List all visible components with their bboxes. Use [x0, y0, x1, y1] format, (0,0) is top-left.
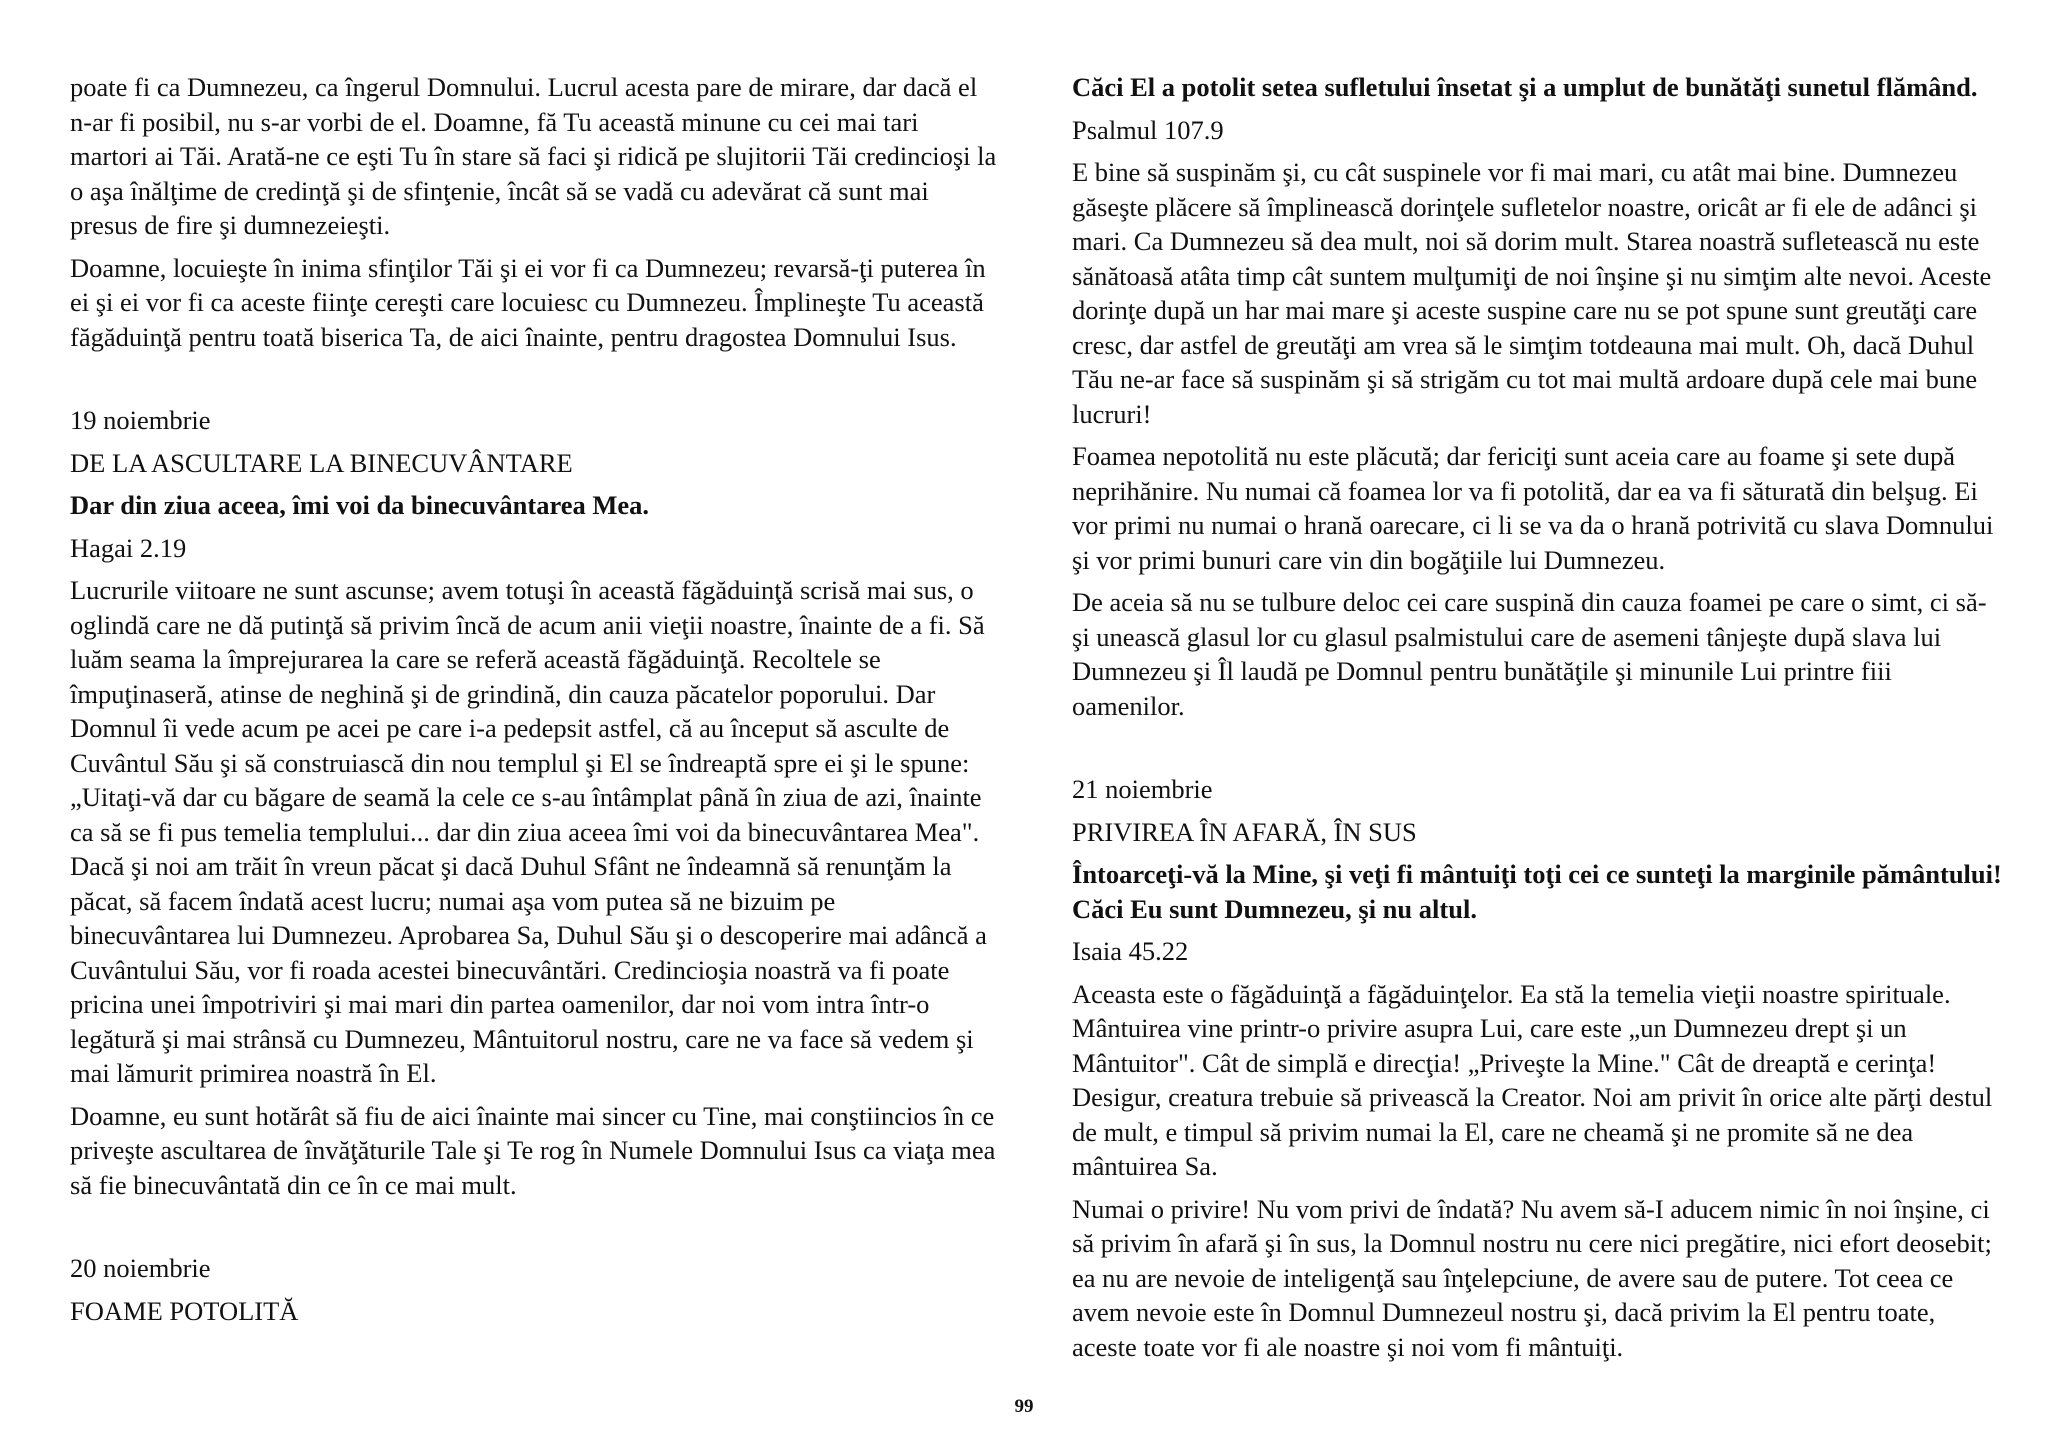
- entry-date: 20 noiembrie: [70, 1253, 211, 1283]
- section-spacer: [1072, 731, 2002, 772]
- entry-verse: Dar din ziua aceea, îmi voi da binecuvântarea Mea.: [70, 490, 650, 520]
- entry-title: PRIVIREA ÎN AFARĂ, ÎN SUS: [1072, 816, 1417, 847]
- right-column: [1072, 70, 2002, 1372]
- entry-reference: Isaia 45.22: [1072, 936, 1189, 966]
- page-number: 99: [1014, 1396, 1034, 1417]
- entry-paragraph: Lucrurile viitoare ne sunt ascunse; avem totuşi în această făgăduinţă scrisă mai sus, o oglindă care ne dă putinţă să privim încă de acum anii vieţii noastre, înainte de a fi. Să luăm seama la împrejurarea la care se referă această făgăduinţă. Recoltele se împuţinaseră, atinse de neghină şi de grindină, din cauza păcatelor poporului. Dar Domnul îi vede acum pe acei pe care i-a pedepsit astfel, că au început să asculte de Cuvântul Său şi să construiască din nou templul şi El se îndreaptă spre ei şi le spune: „Uitaţi-vă dar cu băgare de seamă la cele ce s-au întâmplat până în ziua de azi, înainte ca să se fi pus temelia templului... dar din ziua aceea îmi voi da binecuvântarea Mea". Dacă şi noi am trăit în vreun păcat şi dacă Duhul Sfânt ne îndeamnă să renunţăm la păcat, să facem îndată acest lucru; numai aşa vom putea să ne bizuim pe binecuvântarea lui Dumnezeu. Aprobarea Sa, Duhul Său şi o descoperire mai adâncă a Cuvântului Său, vor fi roada acestei binecuvântări. Credincioşia noastră va fi poate pricina unei împotriviri şi mai mari din partea oamenilor, dar noi vom intra într-o legătură şi mai strânsă cu Dumnezeu, Mântuitorul nostru, care ne va face să vedem şi mai lămurit primirea noastră în El.: [70, 575, 987, 1088]
- entry-date: 21 noiembrie: [1072, 774, 1213, 804]
- entry-paragraph: E bine să suspinăm şi, cu cât suspinele vor fi mai mari, cu atât mai bine. Dumnezeu găseşte plăcere să împlinească dorinţele sufletelor noastre, oricât ar fi ele de adânci şi mari. Ca Dumnezeu să dea mult, noi să dorim mult. Starea noastră sufletească nu este sănătoasă atâta timp cât suntem mulţumiţi de noi înşine şi nu simţim alte nevoi. Aceste dorinţe după un har mai mare şi aceste suspine care nu se pot spune sunt greutăţi care cresc, dar astfel de greutăţi am vrea să le simţim totdeauna mai mult. Oh, dacă Duhul Tău ne-ar face să suspinăm şi să strigăm cu tot mai multă ardoare după cele mai bune lucruri!: [1072, 157, 1992, 429]
- entry-paragraph: Aceasta este o făgăduinţă a făgăduinţelor. Ea stă la temelia vieţii noastre spirituale. Mântuirea vine printr-o privire asupra Lui, care este „un Dumnezeu drept şi un Mântuitor". Cât de simplă e direcţia! „Priveşte la Mine." Cât de dreaptă e cerinţa! Desigur, creatura trebuie să privească la Creator. Noi am privit în orice alte părţi destul de mult, e timpul să privim numai la El, care ne cheamă şi ne promite să ne dea mântuirea Sa.: [1072, 978, 1993, 1181]
- entry-title: FOAME POTOLITĂ: [70, 1295, 299, 1326]
- left-column: [70, 70, 1000, 1336]
- section-spacer: [70, 1210, 1000, 1251]
- entry-paragraph: Foamea nepotolită nu este plăcută; dar fericiţi sunt aceia care au foame şi sete după neprihănire. Nu numai că foamea lor va fi potolită, dar ea va fi săturată din belşug. Ei vor primi nu numai o hrană oarecare, ci li se va da o hrană potrivită cu slava Domnului şi vor primi bunuri care vin din bogăţiile lui Dumnezeu.: [1072, 441, 1994, 575]
- section-spacer: [70, 362, 1000, 403]
- entry-paragraph: Doamne, eu sunt hotărât să fiu de aici înainte mai sincer cu Tine, mai conştiincios în ce priveşte ascultarea de învăţăturile Tale şi Te rog în Numele Domnului Isus ca viaţa mea să fie binecuvântată din ce în ce mai mult.: [70, 1100, 996, 1200]
- entry-title: DE LA ASCULTARE LA BINECUVÂNTARE: [70, 447, 573, 478]
- entry-paragraph: Numai o privire! Nu vom privi de îndată? Nu avem să-I aducem nimic în noi înşine, ci să privim în afară şi în sus, la Domnul nostru nu cere nici pregătire, nici efort deosebit; ea nu are nevoie de inteligenţă sau înţelepciune, de avere sau de putere. Tot ceea ce avem nevoie este în Domnul Dumnezeul nostru şi, dacă privim la El pentru toate, aceste toate vor fi ale noastre şi noi vom fi mântuiţi.: [1072, 1193, 1992, 1362]
- entry-reference: Hagai 2.19: [70, 532, 187, 563]
- entry-date: 19 noiembrie: [70, 405, 211, 435]
- entry-verse: Întoarceţi-vă la Mine, şi veţi fi mântuiţi toţi cei ce sunteţi la marginile pământului! Căci Eu sunt Dumnezeu, şi nu altul.: [1072, 859, 2002, 924]
- entry-paragraph: De aceia să nu se tulbure deloc cei care suspină din cauza foamei pe care o simt, ci să-şi unească glasul lor cu glasul psalmistului care de asemeni tânjeşte după slava lui Dumnezeu şi Îl laudă pe Domnul pentru bunătăţile şi minunile Lui printre fiii oamenilor.: [1072, 587, 1987, 721]
- intro-paragraph-1: poate fi ca Dumnezeu, ca îngerul Domnului. Lucrul acesta pare de mirare, dar dacă el n-ar fi posibil, nu s-ar vorbi de el. Doamne, fă Tu această minune cu cei mai tari martori ai Tăi. Arată-ne ce eşti Tu în stare să faci şi ridică pe slujitorii Tăi credincioşi la o aşa înălţime de credinţă şi de sfinţenie, încât să se vadă cu adevărat că sunt mai presus de fire şi dumnezeieşti.: [70, 72, 997, 240]
- entry-verse: Căci El a potolit setea sufletului însetat şi a umplut de bunătăţi sunetul flămând.: [1072, 72, 1978, 102]
- entry-reference: Psalmul 107.9: [1072, 114, 1224, 145]
- intro-paragraph-2: Doamne, locuieşte în inima sfinţilor Tăi şi ei vor fi ca Dumnezeu; revarsă-ţi puterea în ei şi ei vor fi ca aceste fiinţe cereşti care locuiesc cu Dumnezeu. Împlineşte Tu această făgăduinţă pentru toată biserica Ta, de aici înainte, pentru dragostea Domnului Isus.: [70, 252, 986, 352]
